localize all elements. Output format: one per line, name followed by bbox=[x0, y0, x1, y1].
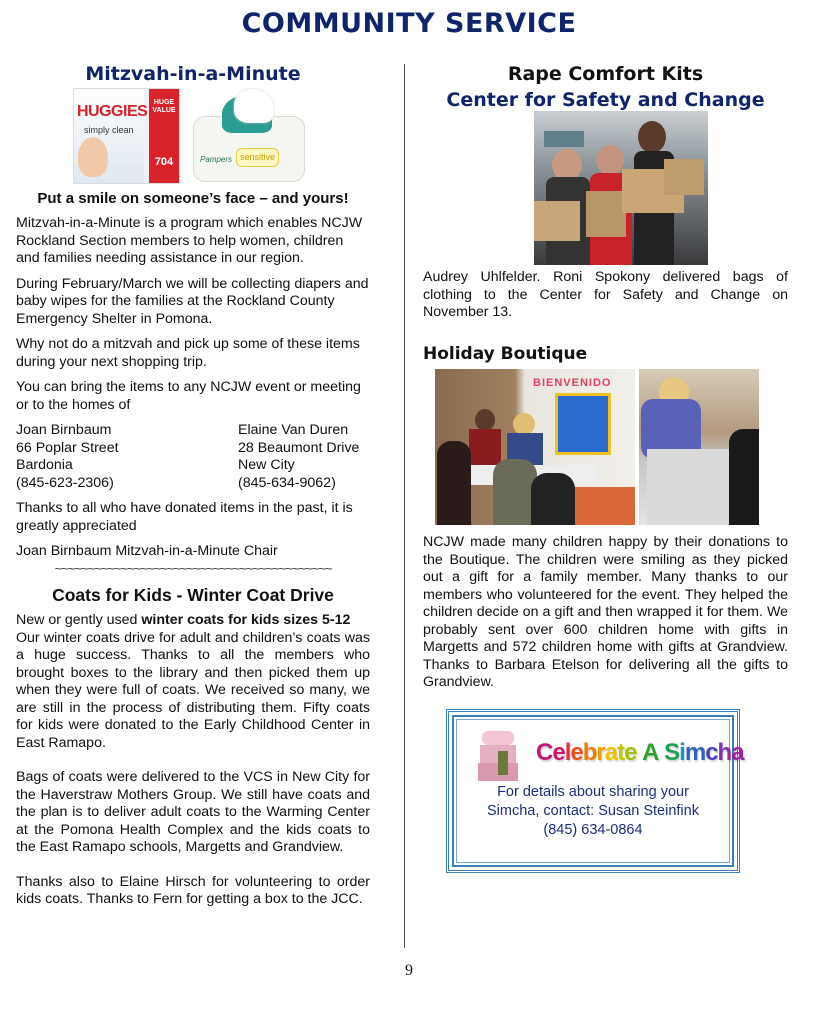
section-separator: ~~~~~~~~~~~~~~~~~~~~~~~~~~~~~~~~~~~~~~~~~~ bbox=[54, 560, 332, 576]
boutique-photo-2 bbox=[639, 369, 759, 525]
coats-heading: Coats for Kids - Winter Coat Drive bbox=[52, 584, 334, 605]
mitzvah-tagline: Put a smile on someone’s face – and yours! bbox=[37, 189, 349, 207]
celebrate-letter: m bbox=[684, 739, 706, 766]
contact-town: New City bbox=[238, 457, 295, 473]
celebrate-letter: S bbox=[664, 739, 680, 766]
comfort-kits-photo bbox=[534, 111, 708, 265]
celebrate-letter: t bbox=[617, 739, 625, 766]
mitzvah-paragraph: During February/March we will be collecting diapers and baby wipes for the families at the Rockland County Emergency Shelter in Pomona. bbox=[16, 275, 369, 327]
coats-paragraph: Bags of coats were delivered to the VCS in New City for the Haverstraw Mothers Group. We still have coats and the plan is to deliver adult coats to the Warming Center at the Pomona Health Complex and the kids coats to the East Ramapo schools, Margetts and Grandview. bbox=[16, 769, 370, 855]
pampers-label: sensitive bbox=[236, 148, 279, 168]
left-column bbox=[16, 63, 370, 917]
coats-intro-text: New or gently used bbox=[16, 612, 142, 628]
mitzvah-signature: Joan Birnbaum Mitzvah-in-a-Minute Chair bbox=[16, 543, 278, 559]
contact-phone: (845-623-2306) bbox=[16, 474, 114, 491]
mitzvah-thanks: Thanks to all who have donated items in the past, it is greatly appreciated bbox=[16, 500, 353, 534]
boutique-paragraph: NCJW made many children happy by their donations to the Boutique. The children were smiling as they picked out a gift for a family member. Many thanks to our members who volunteered for the event. They helped the children decide on a gift and then wrapped it for them. We probably sent over 600 children home with gifts in Margetts and 572 children home with gifts at Grandview. Thanks to Barbara Etelson for delivering all the gifts to Grandview. bbox=[423, 534, 788, 690]
bienvenido-banner: BIENVENIDO bbox=[533, 377, 612, 389]
celebrate-letter: h bbox=[717, 739, 732, 766]
page-number: 9 bbox=[405, 962, 413, 979]
contact-street: 28 Beaumont Drive bbox=[238, 439, 360, 456]
simcha-phone: (845) 634-0864 bbox=[543, 822, 643, 838]
celebrate-letter: e bbox=[624, 739, 637, 766]
comfort-kits-heading: Rape Comfort Kits bbox=[507, 63, 704, 85]
boutique-photos bbox=[435, 369, 788, 525]
right-column bbox=[423, 63, 788, 700]
coats-intro bbox=[16, 612, 370, 630]
celebrate-letter: e bbox=[552, 739, 565, 766]
simcha-inner bbox=[452, 715, 744, 867]
simcha-header bbox=[464, 727, 744, 783]
coats-intro-bold: winter coats for kids sizes 5-12 bbox=[141, 612, 351, 628]
celebrate-letter: e bbox=[570, 739, 583, 766]
huggies-count: 704 bbox=[154, 155, 174, 168]
comfort-kits-caption: Audrey Uhlfelder. Roni Spokony delivered bags of clothing to the Center for Safety and Change on November 13. bbox=[423, 269, 788, 320]
simcha-line-1: For details about sharing your bbox=[497, 784, 689, 800]
huggies-value: HUGE VALUE bbox=[152, 98, 176, 114]
cake-icon bbox=[478, 731, 518, 781]
coats-paragraph: Thanks also to Elaine Hirsch for volunteering to order kids coats. Thanks to Fern for getting a box to the JCC. bbox=[16, 873, 370, 907]
page-title: COMMUNITY SERVICE bbox=[241, 8, 577, 39]
contact-phone: (845-634-9062) bbox=[238, 474, 336, 491]
baby-illustration bbox=[78, 137, 108, 177]
simcha-line-2: Simcha, contact: Susan Steinfink bbox=[487, 803, 699, 819]
celebrate-letter: A bbox=[642, 739, 659, 766]
boutique-heading: Holiday Boutique bbox=[423, 343, 588, 364]
contact-card bbox=[238, 422, 368, 492]
contact-name: Elaine Van Duren bbox=[238, 422, 349, 438]
column-divider bbox=[404, 64, 405, 948]
mitzvah-paragraph: Mitzvah-in-a-Minute is a program which enables NCJW Rockland Section members to help women, children and families needing assistance in our region. bbox=[16, 215, 363, 266]
celebrate-letter: i bbox=[679, 739, 685, 766]
contact-card bbox=[16, 422, 119, 492]
mitzvah-heading: Mitzvah-in-a-Minute bbox=[85, 63, 301, 85]
celebrate-letter: l bbox=[564, 739, 571, 766]
mitzvah-image bbox=[73, 86, 313, 186]
celebrate-letter: a bbox=[731, 739, 744, 766]
celebrate-letter: b bbox=[582, 739, 597, 766]
contact-name: Joan Birnbaum bbox=[16, 422, 112, 438]
contact-town: Bardonia bbox=[16, 457, 73, 473]
boutique-photo-1 bbox=[435, 369, 635, 525]
contact-list bbox=[16, 422, 370, 492]
pampers-wipes bbox=[193, 116, 305, 182]
celebrate-letter: C bbox=[536, 739, 553, 766]
huggies-sub: simply clean bbox=[84, 124, 134, 135]
pampers-brand: Pampers bbox=[200, 154, 233, 164]
coats-paragraph: Our winter coats drive for adult and children’s coats was a huge success. Thanks to all the members who brought boxes to the library and then picked them up when they were full of coats. We received so many, we are still in the process of distributing them. Fifty coats for kids were donated to the Early Childhood Center in East Ramapo. bbox=[16, 629, 370, 751]
celebrate-simcha-title bbox=[536, 739, 744, 767]
huggies-box bbox=[73, 88, 180, 184]
celebrate-letter: a bbox=[604, 739, 618, 766]
comfort-kits-subheading: Center for Safety and Change bbox=[446, 88, 765, 111]
celebrate-letter: r bbox=[596, 739, 605, 766]
mitzvah-paragraph: You can bring the items to any NCJW event or meeting or to the homes of bbox=[16, 379, 361, 413]
contact-street: 66 Poplar Street bbox=[16, 439, 119, 456]
huggies-brand: HUGGIES bbox=[77, 102, 148, 120]
mitzvah-paragraph: Why not do a mitzvah and pick up some of these items during your next shopping trip. bbox=[16, 336, 360, 370]
celebrate-simcha-box bbox=[446, 709, 744, 873]
celebrate-letter: c bbox=[705, 739, 718, 766]
